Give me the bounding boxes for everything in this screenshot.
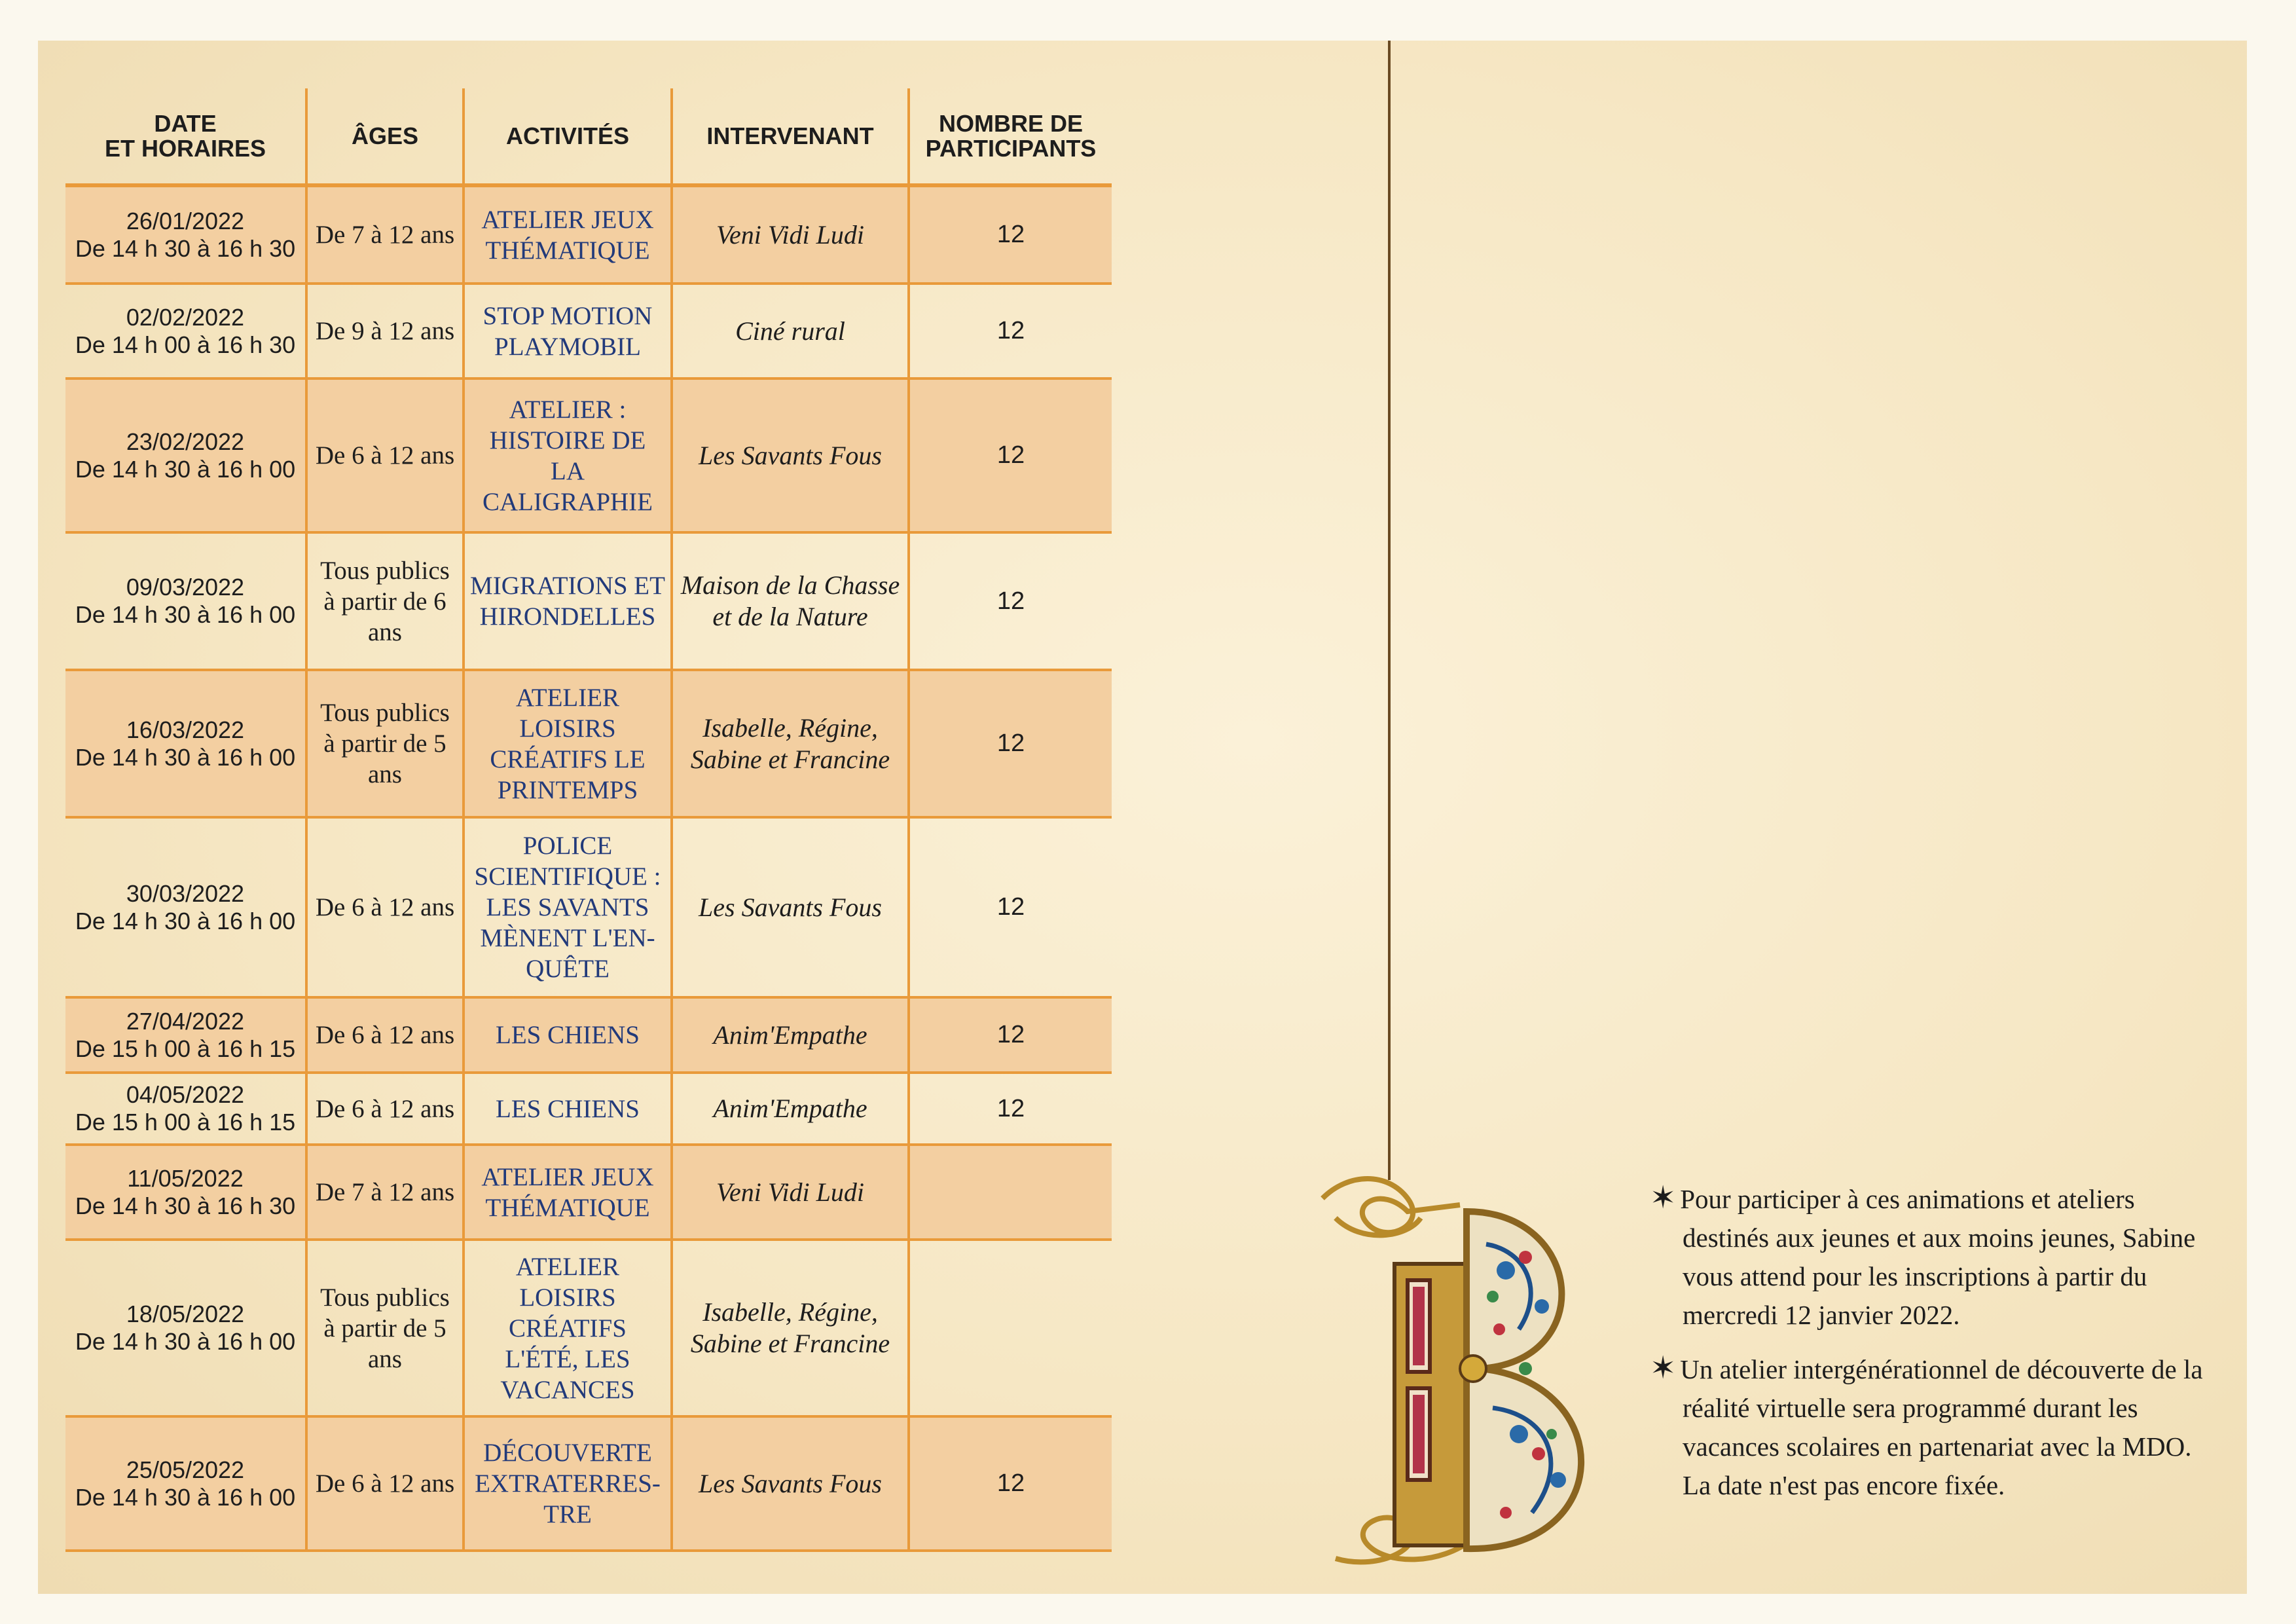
cell-date: 04/05/2022 De 15 h 00 à 16 h 15 <box>65 1073 306 1145</box>
cell-participants: 12 <box>909 378 1112 532</box>
cell-activity: STOP MOTION PLAYMOBIL <box>464 284 672 378</box>
cell-age: De 9 à 12 ans <box>306 284 464 378</box>
cell-intervenant: Ciné rural <box>672 284 909 378</box>
table-header-row <box>65 88 1112 185</box>
cell-age: De 7 à 12 ans <box>306 1145 464 1240</box>
cell-date: 27/04/2022 De 15 h 00 à 16 h 15 <box>65 997 306 1073</box>
cell-intervenant: Les Savants Fous <box>672 378 909 532</box>
cell-activity: DÉCOUVERTE EXTRATERRES-TRE <box>464 1416 672 1551</box>
cell-participants: 12 <box>909 532 1112 670</box>
cell-date: 18/05/2022 De 14 h 30 à 16 h 00 <box>65 1240 306 1416</box>
table-row <box>65 532 1112 670</box>
cell-participants: 12 <box>909 997 1112 1073</box>
note-realite-virtuelle: ✶ Un atelier intergénérationnel de découverte de la réalité virtuelle sera programmé durant les vacances scolaires en partenariat avec la MDO. La date n'est pas encore fixée. <box>1650 1351 2203 1500</box>
star-bullet-icon: ✶ <box>1650 1181 1677 1215</box>
cell-intervenant: Anim'Empathe <box>672 997 909 1073</box>
cell-participants: 12 <box>909 185 1112 284</box>
cell-activity: ATELIER : HISTOIRE DE LA CALIGRAPHIE <box>464 378 672 532</box>
cell-intervenant: Isabelle, Régine, Sabine et Francine <box>672 1240 909 1416</box>
cell-date: 11/05/2022 De 14 h 30 à 16 h 30 <box>65 1145 306 1240</box>
table-row <box>65 185 1112 284</box>
header-ages: ÂGES <box>306 88 464 185</box>
cell-intervenant: Veni Vidi Ludi <box>672 185 909 284</box>
cell-activity: MIGRATIONS ET HIRONDELLES <box>464 532 672 670</box>
header-participants: NOMBRE DE PARTICIPANTS <box>909 88 1112 185</box>
cell-date: 09/03/2022 De 14 h 30 à 16 h 00 <box>65 532 306 670</box>
cell-intervenant: Anim'Empathe <box>672 1073 909 1145</box>
table-row <box>65 817 1112 997</box>
header-activites: ACTIVITÉS <box>464 88 672 185</box>
cell-age: Tous publics à partir de 6 ans <box>306 532 464 670</box>
cell-intervenant: Les Savants Fous <box>672 1416 909 1551</box>
cell-participants: 12 <box>909 1416 1112 1551</box>
cell-activity: LES CHIENS <box>464 997 672 1073</box>
star-bullet-icon: ✶ <box>1650 1351 1677 1386</box>
cell-age: De 7 à 12 ans <box>306 185 464 284</box>
cell-age: De 6 à 12 ans <box>306 997 464 1073</box>
note-inscriptions: ✶ Pour participer à ces animations et ateliers destinés aux jeunes et aux moins jeunes, Sabine vous attend pour les inscriptions à partir du mercredi 12 janvier 2022. <box>1650 1181 2196 1330</box>
cell-activity: LES CHIENS <box>464 1073 672 1145</box>
table-row <box>65 670 1112 817</box>
cell-date: 30/03/2022 De 14 h 30 à 16 h 00 <box>65 817 306 997</box>
cell-participants <box>909 1145 1112 1240</box>
cell-participants: 12 <box>909 817 1112 997</box>
cell-activity: ATELIER LOISIRS CRÉATIFS L'ÉTÉ, LES VACANCES <box>464 1240 672 1416</box>
table-row <box>65 1240 1112 1416</box>
table-row <box>65 1416 1112 1551</box>
cell-age: De 6 à 12 ans <box>306 817 464 997</box>
cell-date: 26/01/2022 De 14 h 30 à 16 h 30 <box>65 185 306 284</box>
table-row <box>65 378 1112 532</box>
table-row <box>65 997 1112 1073</box>
schedule-table-wrap <box>65 88 1112 1552</box>
table-row <box>65 284 1112 378</box>
cell-participants: 12 <box>909 284 1112 378</box>
cell-age: De 6 à 12 ans <box>306 378 464 532</box>
cell-activity: ATELIER JEUX THÉMATIQUE <box>464 1145 672 1240</box>
cell-age: De 6 à 12 ans <box>306 1416 464 1551</box>
cell-participants: 12 <box>909 670 1112 817</box>
cell-date: 02/02/2022 De 14 h 00 à 16 h 30 <box>65 284 306 378</box>
cell-age: De 6 à 12 ans <box>306 1073 464 1145</box>
cell-age: Tous publics à partir de 5 ans <box>306 670 464 817</box>
cell-intervenant: Maison de la Chasse et de la Nature <box>672 532 909 670</box>
cell-intervenant: Les Savants Fous <box>672 817 909 997</box>
cell-age: Tous publics à partir de 5 ans <box>306 1240 464 1416</box>
cell-participants <box>909 1240 1112 1416</box>
cell-intervenant: Isabelle, Régine, Sabine et Francine <box>672 670 909 817</box>
illuminated-letter-b-icon <box>1309 1172 1650 1578</box>
header-intervenant: INTERVENANT <box>672 88 909 185</box>
cell-date: 23/02/2022 De 14 h 30 à 16 h 00 <box>65 378 306 532</box>
cell-activity: ATELIER JEUX THÉMATIQUE <box>464 185 672 284</box>
cell-date: 16/03/2022 De 14 h 30 à 16 h 00 <box>65 670 306 817</box>
notes-block <box>1650 1179 2213 1519</box>
cell-activity: ATELIER LOISIRS CRÉATIFS LE PRINTEMPS <box>464 670 672 817</box>
cell-activity: POLICE SCIENTIFIQUE : LES SAVANTS MÈNENT L'EN-QUÊTE <box>464 817 672 997</box>
table-row <box>65 1073 1112 1145</box>
table-row <box>65 1145 1112 1240</box>
header-date: DATE ET HORAIRES <box>65 88 306 185</box>
cell-date: 25/05/2022 De 14 h 30 à 16 h 00 <box>65 1416 306 1551</box>
cell-participants: 12 <box>909 1073 1112 1145</box>
cell-intervenant: Veni Vidi Ludi <box>672 1145 909 1240</box>
schedule-table <box>65 88 1112 1552</box>
vertical-divider <box>1388 41 1391 1180</box>
